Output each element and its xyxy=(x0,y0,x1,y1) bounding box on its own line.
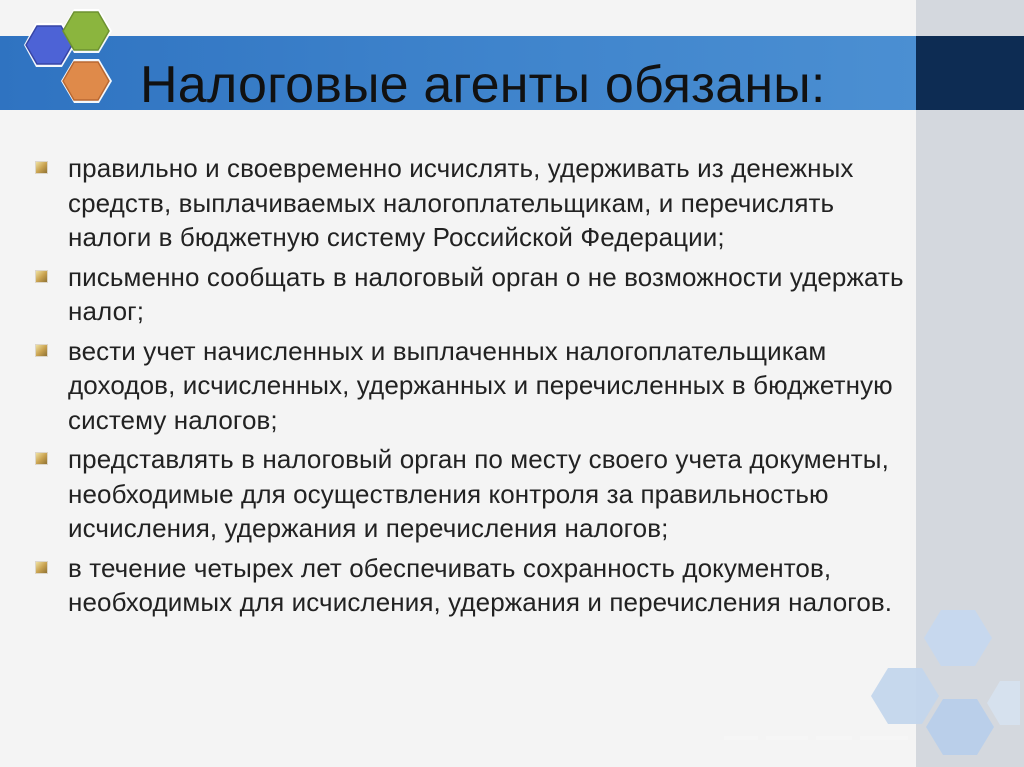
slide-title: Налоговые агенты обязаны: xyxy=(140,56,826,114)
square-bullet-icon xyxy=(36,562,47,573)
square-bullet-icon xyxy=(36,345,47,356)
bullet-text: письменно сообщать в налоговый орган о не возможности удержать налог; xyxy=(68,261,904,326)
bullet-text: представлять в налоговый орган по месту своего учета документы, необходимые для осуществления контроля за правильностью исчисления, удержания и перечисления налогов; xyxy=(68,444,889,543)
list-item xyxy=(36,151,916,255)
square-bullet-icon xyxy=(36,271,47,282)
list-item xyxy=(36,334,916,438)
title-band-dark-segment xyxy=(916,36,1024,110)
list-item xyxy=(36,442,916,546)
square-bullet-icon xyxy=(36,453,47,464)
faint-footer-mark xyxy=(724,732,914,744)
bullet-text: вести учет начисленных и выплаченных налогоплательщикам доходов, исчисленных, удержанных и перечисленных в бюджетную систему налогов; xyxy=(68,335,893,435)
hexagon-cluster-icon xyxy=(0,0,120,120)
list-item xyxy=(36,260,916,329)
square-bullet-icon xyxy=(36,162,47,173)
list-item xyxy=(36,551,916,620)
bullet-text: правильно и своевременно исчислять, удерживать из денежных средств, выплачиваемых налогоплательщикам, и перечислять налоги в бюджетную систему Российской Федерации; xyxy=(68,153,854,252)
bullet-list xyxy=(36,151,916,625)
bullet-text: в течение четырех лет обеспечивать сохранность документов, необходимых для исчисления, удержания и перечисления налогов. xyxy=(68,552,893,617)
